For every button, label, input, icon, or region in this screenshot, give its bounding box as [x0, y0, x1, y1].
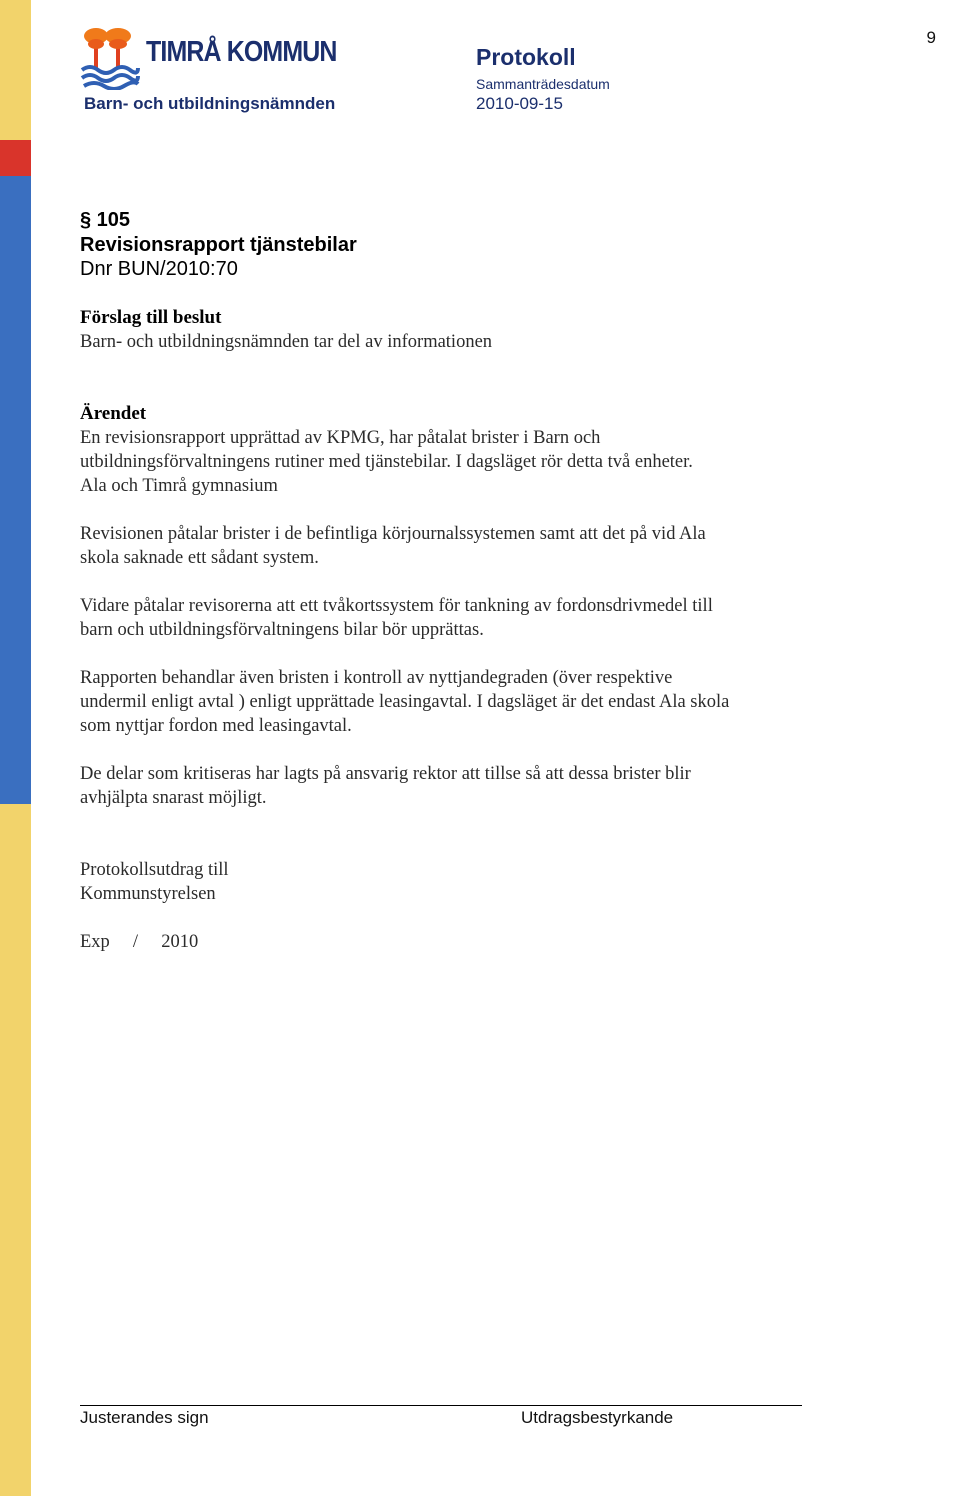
signature-label: Justerandes sign — [80, 1408, 209, 1427]
proposal-text: Barn- och utbildningsnämnden tar del av informationen — [80, 332, 493, 352]
certification-label: Utdragsbestyrkande — [521, 1408, 674, 1427]
footer-divider — [80, 1405, 802, 1406]
distribution-recipient: Kommunstyrelsen — [80, 884, 216, 904]
matter-paragraph-5-line: De delar som kritiseras har lagts på ansvarig rektor att tillse så att dessa brister blir — [80, 764, 691, 784]
expedition-line: Exp / 2010 — [80, 932, 199, 952]
meeting-date-value: 2010-09-15 — [476, 94, 563, 113]
paragraph-title: Revisionsrapport tjänstebilar — [80, 234, 357, 256]
color-sidebar — [0, 0, 31, 1496]
matter-line: En revisionsrapport upprättad av KPMG, har påtalat brister i Barn och — [80, 428, 601, 448]
document-body — [80, 306, 820, 954]
matter-paragraph-4-line: Rapporten behandlar även bristen i kontroll av nyttjandegraden (över respektive — [80, 668, 673, 688]
municipality-logo-icon — [80, 24, 140, 90]
matter-paragraph-5-line: avhjälpta snarast möjligt. — [80, 788, 267, 808]
sidebar-band-red — [0, 140, 31, 176]
document-type: Protokoll — [476, 44, 576, 70]
matter-heading: Ärendet — [80, 403, 147, 424]
page-number: 9 — [926, 28, 936, 47]
sidebar-band-yellow-top — [0, 0, 31, 140]
sidebar-band-blue — [0, 176, 31, 804]
department-name: Barn- och utbildningsnämnden — [84, 94, 336, 113]
matter-paragraph-4-line: som nyttjar fordon med leasingavtal. — [80, 716, 352, 736]
registration-number: Dnr BUN/2010:70 — [80, 258, 238, 280]
matter-paragraph-2-line: skola saknade ett sådant system. — [80, 548, 319, 568]
matter-paragraph-2-line: Revisionen påtalar brister i de befintliga körjournalssystemen samt att det på vid Ala — [80, 524, 706, 544]
logo-text: TIMRÅ KOMMUN — [146, 36, 337, 68]
matter-paragraph-3-line: barn och utbildningsförvaltningens bilar bör upprättas. — [80, 620, 484, 640]
proposal-heading: Förslag till beslut — [80, 307, 222, 328]
matter-paragraph-4-line: undermil enligt avtal ) enligt upprättade leasingavtal. I dagsläget är det endast Ala skola — [80, 692, 730, 712]
matter-line: Ala och Timrå gymnasium — [80, 476, 278, 496]
matter-line: utbildningsförvaltningens rutiner med tjänstebilar. I dagsläget rör detta två enheter. — [80, 452, 693, 472]
paragraph-number: § 105 — [80, 209, 131, 231]
sidebar-band-yellow-bottom — [0, 804, 31, 1496]
distribution-label: Protokollsutdrag till — [80, 860, 229, 880]
matter-paragraph-3-line: Vidare påtalar revisorerna att ett tvåkortssystem för tankning av fordonsdrivmedel till — [80, 596, 713, 616]
meeting-date-label: Sammanträdesdatum — [476, 76, 610, 92]
